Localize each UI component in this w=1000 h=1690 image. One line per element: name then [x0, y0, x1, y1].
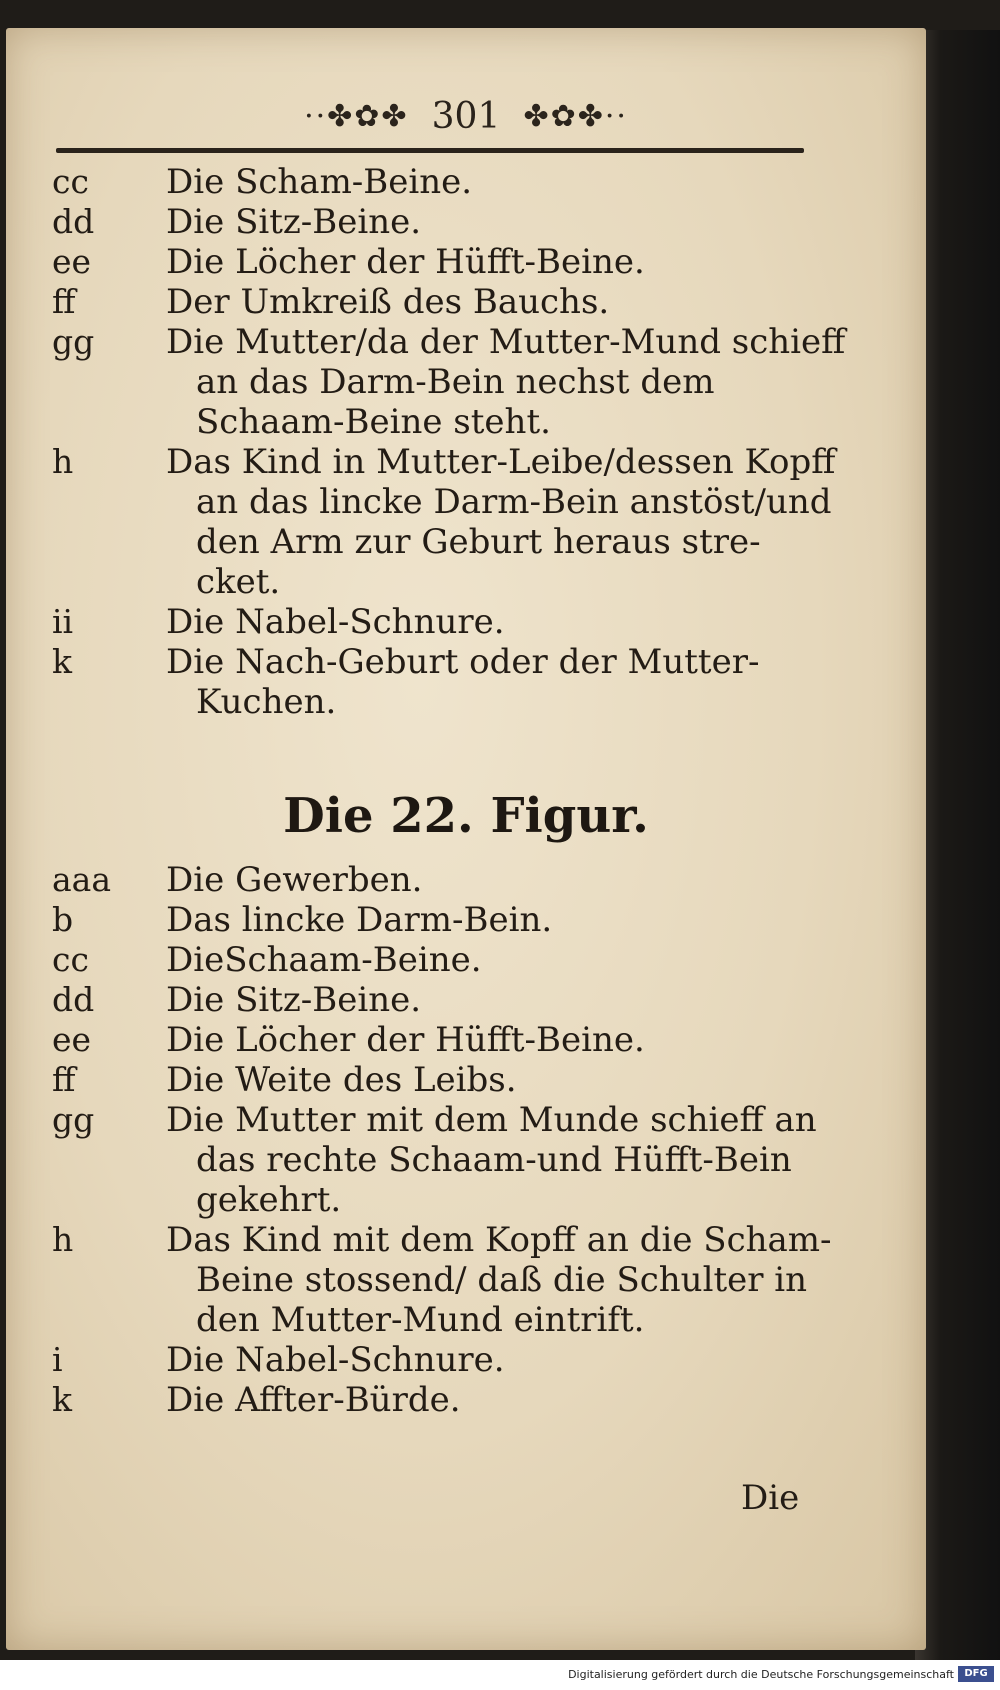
header-ornament-right: ✤✿✤··	[523, 99, 628, 134]
entry-line: gekehrt.	[196, 1180, 342, 1220]
entry-line: Die Mutter mit dem Munde schieff an	[166, 1100, 817, 1140]
entry-text	[166, 980, 806, 1020]
entry-text	[166, 642, 806, 722]
entry-line: Die Nach-Geburt oder der Mutter-	[166, 642, 760, 682]
entry-key: ff	[52, 1060, 76, 1099]
entry-text	[166, 242, 806, 282]
entry-key: b	[52, 900, 74, 939]
entry-key: ee	[52, 242, 92, 281]
entry-text	[166, 1380, 806, 1420]
entry-line: an das Darm-Bein nechst dem	[196, 362, 715, 402]
entry-text	[166, 900, 806, 940]
entry-line: Das Kind mit dem Kopff an die Scham-	[166, 1220, 832, 1260]
entry-key: k	[52, 642, 72, 681]
entry-text	[166, 1340, 806, 1380]
entry-line: an das lincke Darm-Bein anstöst/und	[196, 482, 832, 522]
page-header	[6, 96, 926, 146]
entry-text	[166, 1060, 806, 1100]
entry-key: cc	[52, 940, 89, 979]
entry-line: Die Scham-Beine.	[166, 162, 473, 202]
entry-line: Der Umkreiß des Bauchs.	[166, 282, 610, 322]
entry-line: DieSchaam-Beine.	[166, 940, 482, 980]
entry-key: i	[52, 1340, 63, 1379]
entry-line: Kuchen.	[196, 682, 337, 722]
entry-text	[166, 162, 806, 202]
entry-key: h	[52, 442, 74, 481]
book-edge	[915, 30, 1000, 1660]
entry-line: Die Sitz-Beine.	[166, 202, 422, 242]
entry-text	[166, 860, 806, 900]
entry-line: Die Löcher der Hüfft-Beine.	[166, 1020, 645, 1060]
funding-credit: Digitalisierung gefördert durch die Deutsche Forschungsgemeinschaft	[568, 1668, 954, 1681]
entry-line: Schaam-Beine steht.	[196, 402, 551, 442]
entry-key: aaa	[52, 860, 112, 899]
entry-key: ff	[52, 282, 76, 321]
entry-text	[166, 1100, 817, 1220]
catchword: Die	[741, 1478, 800, 1518]
entry-key: cc	[52, 162, 89, 201]
entry-line: Die Mutter/da der Mutter-Mund schieff	[166, 322, 846, 362]
entry-line: den Arm zur Geburt heraus stre-	[196, 522, 761, 562]
entry-line: Die Nabel-Schnure.	[166, 1340, 505, 1380]
figure-heading: Die 22. Figur.	[283, 788, 649, 844]
entry-line: Die Löcher der Hüfft-Beine.	[166, 242, 645, 282]
entry-key: h	[52, 1220, 74, 1259]
entry-line: Die Sitz-Beine.	[166, 980, 422, 1020]
entry-text	[166, 1020, 806, 1060]
entry-text	[166, 940, 806, 980]
entry-key: ee	[52, 1020, 92, 1059]
entry-line: das rechte Schaam-und Hüfft-Bein	[196, 1140, 792, 1180]
entry-key: k	[52, 1380, 72, 1419]
entry-line: Das Kind in Mutter-Leibe/dessen Kopff	[166, 442, 836, 482]
entry-line: cket.	[196, 562, 281, 602]
entry-key: dd	[52, 202, 95, 241]
entry-line: Die Gewerben.	[166, 860, 423, 900]
entry-line: Die Affter-Bürde.	[166, 1380, 461, 1420]
entry-text	[166, 1220, 832, 1340]
entry-line: den Mutter-Mund eintrift.	[196, 1300, 645, 1340]
book-page	[6, 28, 926, 1650]
entry-text	[166, 602, 806, 642]
entry-key: dd	[52, 980, 95, 1019]
header-ornament-left: ··✤✿✤	[304, 99, 409, 134]
dfg-logo: DFG	[958, 1666, 994, 1682]
entry-key: gg	[52, 1100, 95, 1139]
entry-text	[166, 322, 846, 442]
entry-line: Die Nabel-Schnure.	[166, 602, 505, 642]
header-rule	[56, 148, 804, 153]
entry-text	[166, 202, 806, 242]
entry-line: Das lincke Darm-Bein.	[166, 900, 553, 940]
footer	[0, 1660, 1000, 1690]
entry-text	[166, 442, 836, 602]
entry-text	[166, 282, 806, 322]
entry-line: Beine stossend/ daß die Schulter in	[196, 1260, 808, 1300]
entry-key: ii	[52, 602, 74, 641]
entry-line: Die Weite des Leibs.	[166, 1060, 517, 1100]
entry-key: gg	[52, 322, 95, 361]
page-number: 301	[431, 96, 501, 137]
